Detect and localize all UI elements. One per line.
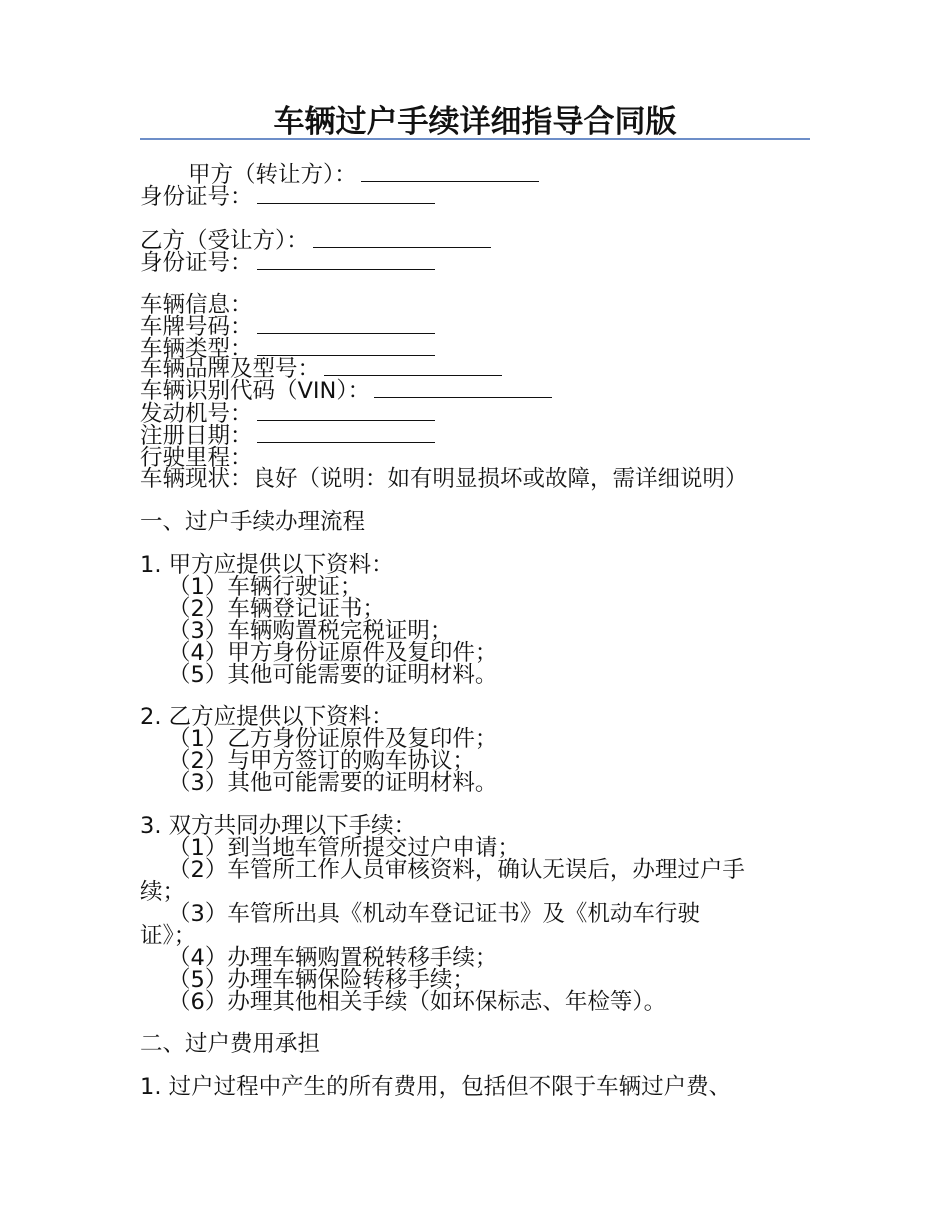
vehicle-plate-blank[interactable] [257,315,435,334]
vehicle-engine-label: 发动机号： [140,401,253,427]
vehicle-type-label: 车辆类型： [140,336,253,362]
party-a-id-label: 身份证号： [140,184,253,210]
vehicle-plate-label: 车牌号码： [140,314,253,340]
party-a-id-blank[interactable] [257,185,435,204]
vehicle-info-heading: 车辆信息： [140,292,253,318]
list-item: （5）办理车辆保险转移手续； [168,967,475,993]
title-underline [140,138,810,140]
document-title: 车辆过户手续详细指导合同版 [273,104,677,140]
party-b-blank[interactable] [313,229,491,248]
section1-heading: 一、过户手续办理流程 [140,509,366,535]
party-b-id-line [140,250,435,276]
list-item: （3）车辆购置税完税证明； [168,618,453,644]
vehicle-engine-blank[interactable] [257,402,435,421]
vehicle-brand-label: 车辆品牌及型号： [140,356,321,382]
list-item: （4）甲方身份证原件及复印件； [168,640,498,666]
list-item: （1）车辆行驶证； [168,574,363,600]
party-b-label: 乙方（受让方）： [140,228,309,254]
vehicle-reg-date-label: 注册日期： [140,423,253,449]
vehicle-brand-blank[interactable] [324,357,502,376]
list-item: （2）与甲方签订的购车协议； [168,748,475,774]
section1-c-heading: 3. 双方共同办理以下手续： [140,813,417,839]
list-item: （3）车管所出具《机动车登记证书》及《机动车行驶 [168,901,700,927]
vehicle-vin-label: 车辆识别代码（VIN）： [140,378,371,404]
list-item: （5）其他可能需要的证明材料。 [168,662,498,688]
list-item: （1）乙方身份证原件及复印件； [168,726,498,752]
party-a-id-line [140,184,435,210]
vehicle-status-line: 车辆现状：良好（说明：如有明显损坏或故障，需详细说明） [140,466,748,492]
list-item-continuation: 续； [140,879,186,905]
list-item: （3）其他可能需要的证明材料。 [168,770,498,796]
vehicle-vin-blank[interactable] [374,379,552,398]
party-a-blank[interactable] [361,163,539,182]
vehicle-reg-date-blank[interactable] [257,424,435,443]
list-item: （4）办理车辆购置税转移手续； [168,945,498,971]
section1-a-heading: 1. 甲方应提供以下资料： [140,552,394,578]
list-item-continuation: 证》； [140,923,197,949]
section2-line1: 1. 过户过程中产生的所有费用，包括但不限于车辆过户费、 [140,1074,732,1100]
list-item: （6）办理其他相关手续（如环保标志、年检等）。 [168,989,667,1015]
vehicle-type-blank[interactable] [257,337,435,356]
vehicle-mileage-label: 行驶里程： [140,445,253,471]
section1-b-heading: 2. 乙方应提供以下资料： [140,704,394,730]
list-item: （1）到当地车管所提交过户申请； [168,835,520,861]
list-item: （2）车管所工作人员审核资料，确认无误后，办理过户手 [168,857,745,883]
party-a-label: 甲方（转让方）： [188,162,357,188]
party-b-id-label: 身份证号： [140,250,253,276]
list-item: （2）车辆登记证书； [168,596,385,622]
section2-heading: 二、过户费用承担 [140,1031,321,1057]
party-b-id-blank[interactable] [257,251,435,270]
